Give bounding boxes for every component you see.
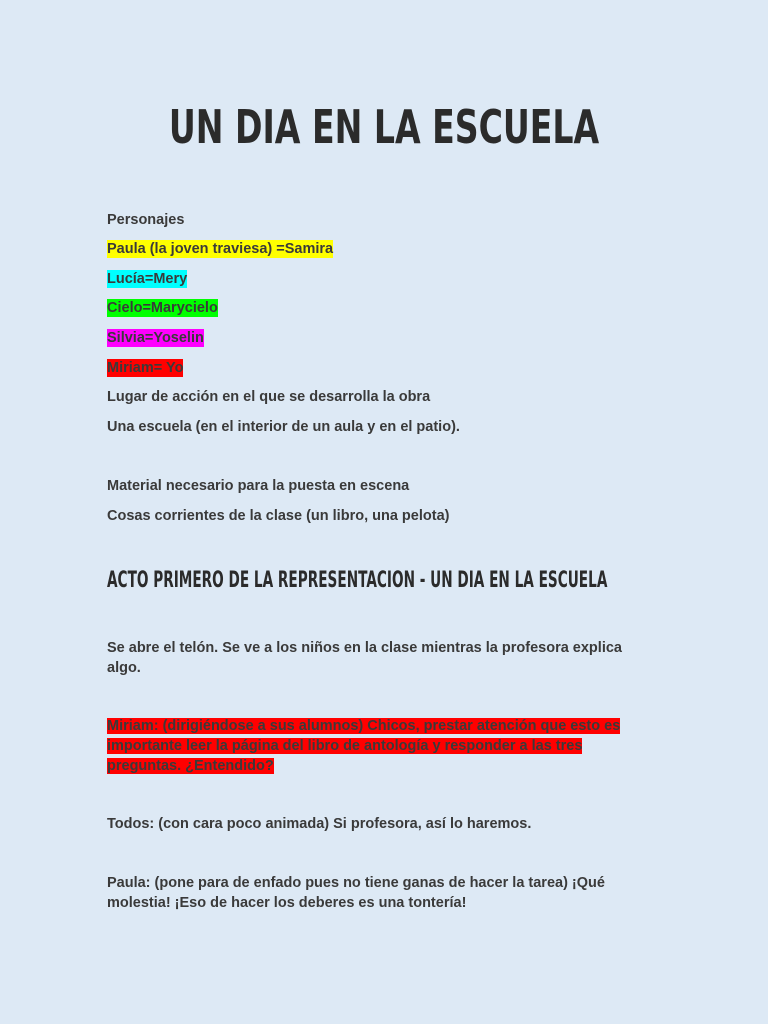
cast-item-lucia bbox=[107, 269, 187, 289]
act-heading: ACTO PRIMERO DE LA REPRESENTACION - UN DIA EN LA ESCUELA bbox=[107, 568, 608, 593]
document-title: UN DIA EN LA ESCUELA bbox=[168, 100, 600, 154]
material-value: Cosas corrientes de la clase (un libro, una pelota) bbox=[107, 508, 450, 524]
material-label: Material necesario para la puesta en escena bbox=[107, 478, 410, 494]
dialog-text: (dirigiéndose a sus alumnos) Chicos, prestar atención que esto es importante leer la página del libro de antología y responder a las tres preguntas. ¿Entendido? bbox=[107, 718, 621, 774]
speaker-label: Miriam: bbox=[107, 718, 159, 734]
cast-item-text: Cielo=Marycielo bbox=[107, 300, 218, 316]
lugar-label: Lugar de acción en el que se desarrolla la obra bbox=[107, 389, 431, 405]
personajes-label: Personajes bbox=[107, 212, 185, 228]
cast-item-text: Paula (la joven traviesa) =Samira bbox=[107, 241, 334, 257]
cast-item-cielo bbox=[107, 298, 218, 318]
paragraph-paula: Paula: (pone para de enfado pues no tiene ganas de hacer la tarea) ¡Qué molestia! ¡Eso de hacer los deberes es una tontería! bbox=[107, 875, 605, 911]
cast-item-text: Miriam= Yo bbox=[107, 360, 184, 376]
cast-item-text: Lucía=Mery bbox=[107, 271, 188, 287]
paragraph-miriam bbox=[107, 716, 647, 776]
paragraph-stage-direction: Se abre el telón. Se ve a los niños en la clase mientras la profesora explica algo. bbox=[107, 640, 622, 676]
lugar-value: Una escuela (en el interior de un aula y en el patio). bbox=[107, 419, 460, 435]
cast-item-miriam bbox=[107, 358, 183, 378]
cast-item-silvia bbox=[107, 328, 204, 348]
cast-item-paula bbox=[107, 239, 333, 259]
paragraph-todos: Todos: (con cara poco animada) Si profesora, así lo haremos. bbox=[107, 816, 532, 832]
cast-item-text: Silvia=Yoselin bbox=[107, 330, 204, 346]
